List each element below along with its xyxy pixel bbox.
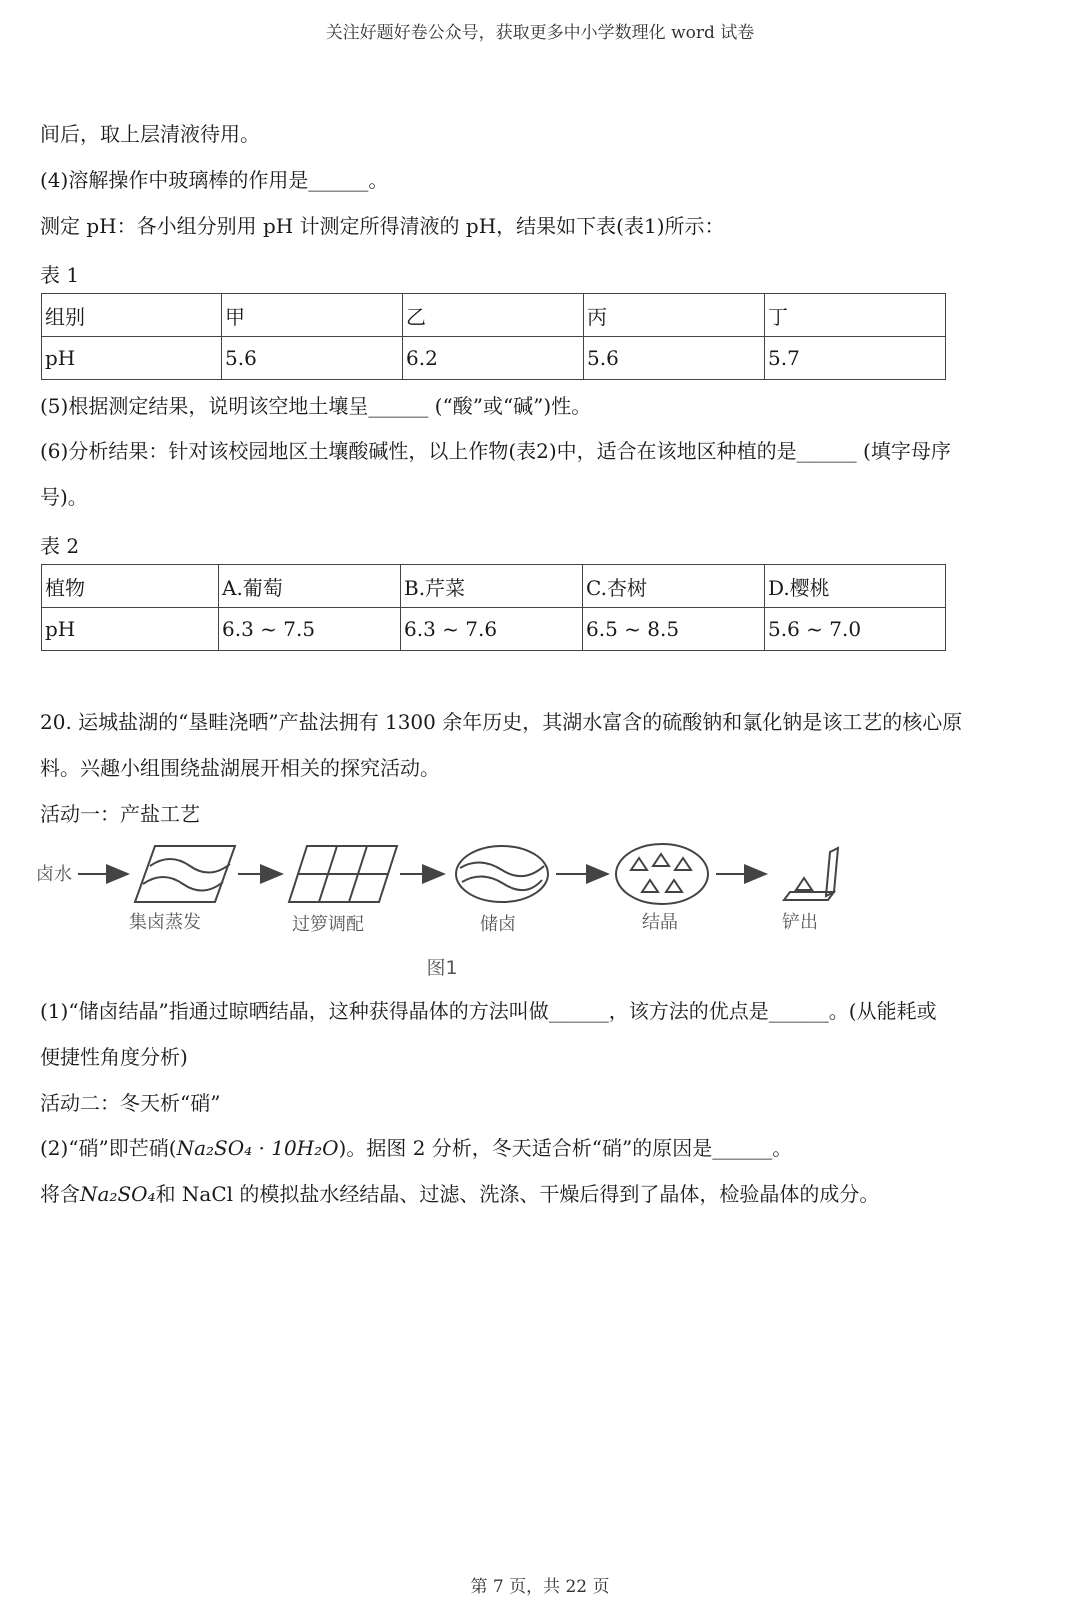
figure-title: 图1: [426, 957, 458, 979]
sieve-grid-icon: [289, 846, 397, 902]
question-3-text: 将含: [40, 1182, 80, 1206]
table-cell: 5.7: [765, 337, 946, 380]
table-cell: D.樱桃: [765, 565, 946, 608]
crystal-triangles-icon: [616, 844, 708, 904]
activity-1-heading: 活动一：产盐工艺: [40, 802, 200, 826]
table-row: [42, 294, 946, 337]
text-line: 便捷性角度分析): [40, 1045, 188, 1069]
question-4: (4)溶解操作中玻璃棒的作用是______。: [40, 168, 389, 192]
formula-sodium-sulfate: Na₂SO₄: [80, 1182, 156, 1206]
table1-caption: 表 1: [40, 263, 80, 287]
question-20: 20. 运城盐湖的“垦畦浇晒”产盐法拥有 1300 余年历史，其湖水富含的硫酸钠和氯化钠是该工艺的核心原: [40, 710, 963, 734]
table-cell: 6.2: [403, 337, 584, 380]
table-cell: 5.6 ~ 7.0: [765, 608, 946, 651]
table-cell: C.杏树: [583, 565, 765, 608]
table-cell: B.芹菜: [401, 565, 583, 608]
table-cell: 6.5 ~ 8.5: [583, 608, 765, 651]
table-row: [42, 608, 946, 651]
question-2-text: )。据图 2 分析，冬天适合析“硝”的原因是______。: [338, 1136, 793, 1160]
table-cell: 5.6: [222, 337, 403, 380]
process-diagram: [30, 838, 930, 988]
question-3-text: 和 NaCl 的模拟盐水经结晶、过滤、洗涤、干燥后得到了晶体，检验晶体的成分。: [155, 1182, 880, 1206]
activity-2-heading: 活动二：冬天析“硝”: [40, 1091, 221, 1115]
table2-caption: 表 2: [40, 534, 80, 558]
table-cell: A.葡萄: [219, 565, 401, 608]
text-line: 间后，取上层清液待用。: [40, 122, 260, 146]
question-1: (1)“储卤结晶”指通过晾晒结晶，这种获得晶体的方法叫做______，该方法的优点是______。(从能耗或: [40, 999, 937, 1023]
question-6: (6)分析结果：针对该校园地区土壤酸碱性，以上作物(表2)中，适合在该地区种植的是______ (填字母序: [40, 439, 951, 463]
table-cell: 丙: [584, 294, 765, 337]
step-label: 过箩调配: [292, 914, 364, 935]
step-label: 铲出: [782, 912, 818, 933]
page-footer: 第 7 页，共 22 页: [470, 1577, 610, 1597]
table-2: [41, 564, 946, 651]
table-cell: pH: [42, 337, 222, 380]
table-row: [42, 337, 946, 380]
table-cell: pH: [42, 608, 219, 651]
table-cell: 乙: [403, 294, 584, 337]
table-cell: 5.6: [584, 337, 765, 380]
table-1: [41, 293, 946, 380]
text-line: 测定 pH：各小组分别用 pH 计测定所得清液的 pH，结果如下表(表1)所示：: [40, 214, 725, 238]
table-row: [42, 565, 946, 608]
table-cell: 丁: [765, 294, 946, 337]
table-cell: 6.3 ~ 7.5: [219, 608, 401, 651]
input-label: 卤水: [36, 864, 72, 885]
table-cell: 组别: [42, 294, 222, 337]
formula-mirabilite: Na₂SO₄ · 10H₂O: [176, 1136, 339, 1160]
shovel-icon: [784, 848, 838, 900]
table-cell: 6.3 ~ 7.6: [401, 608, 583, 651]
step-label: 结晶: [642, 912, 678, 933]
question-3: [40, 1181, 879, 1207]
step-label: 集卤蒸发: [129, 912, 201, 933]
table-cell: 甲: [222, 294, 403, 337]
brine-storage-icon: [456, 846, 548, 902]
question-2: [40, 1135, 792, 1161]
table-cell: 植物: [42, 565, 219, 608]
step-label: 储卤: [480, 914, 516, 935]
question-2-text: (2)“硝”即芒硝(: [40, 1136, 177, 1160]
evaporation-pond-icon: [135, 846, 235, 902]
text-line: 号)。: [40, 485, 88, 509]
page-header: 关注好题好卷公众号，获取更多中小学数理化 word 试卷: [325, 23, 755, 43]
text-line: 料。兴趣小组围绕盐湖展开相关的探究活动。: [40, 756, 440, 780]
question-5: (5)根据测定结果，说明该空地土壤呈______ (“酸”或“碱”)性。: [40, 394, 592, 418]
